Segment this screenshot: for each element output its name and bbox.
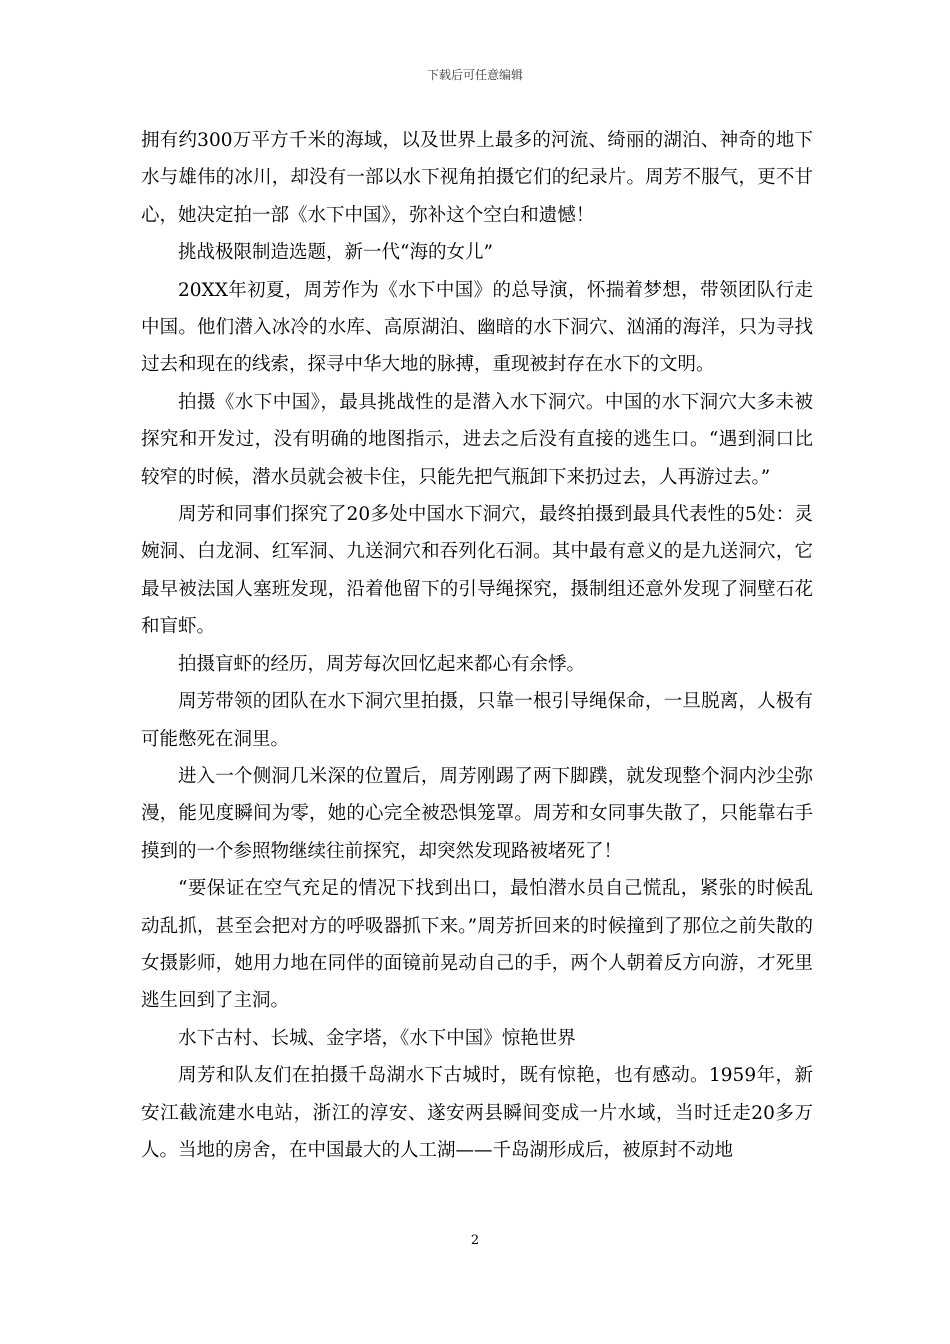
paragraph: 周芳和队友们在拍摄千岛湖水下古城时，既有惊艳，也有感动。1959年，新安江截流建水电站，浙江的淳安、遂安两县瞬间变成一片水域，当时迁走20多万人。当地的房舍，在中国最大的人工湖——千岛湖形成后，被原封不动地 [141, 1065, 813, 1161]
paragraph: “要保证在空气充足的情况下找到出口，最怕潜水员自己慌乱，紧张的时候乱动乱抓，甚至会把对方的呼吸器抓下来。”周芳折回来的时候撞到了那位之前失散的女摄影师，她用力地在同伴的面镜前晃动自己的手，两个人朝着反方向游，才死里逃生回到了主洞。 [141, 878, 813, 1012]
paragraph: 周芳和同事们探究了20多处中国水下洞穴，最终拍摄到最具代表性的5处：灵婉洞、白龙洞、红军洞、九送洞穴和吞列化石洞。其中最有意义的是九送洞穴，它最早被法国人塞班发现，沿着他留下的引导绳探究，摄制组还意外发现了洞壁石花和盲虾。 [141, 504, 813, 638]
document-body [141, 122, 813, 1169]
section-heading: 水下古村、长城、金字塔，《水下中国》惊艳世界 [178, 1027, 576, 1049]
paragraph: 拍摄盲虾的经历，周芳每次回忆起来都心有余悸。 [178, 653, 586, 675]
paragraph: 拥有约300万平方千米的海域，以及世界上最多的河流、绮丽的湖泊、神奇的地下水与雄伟的冰川，却没有一部以水下视角拍摄它们的纪录片。周芳不服气，更不甘心，她决定拍一部《水下中国》，弥补这个空白和遗憾！ [141, 130, 813, 226]
paragraph: 拍摄《水下中国》，最具挑战性的是潜入水下洞穴。中国的水下洞穴大多未被探究和开发过，没有明确的地图指示，进去之后没有直接的逃生口。“遇到洞口比较窄的时候，潜水员就会被卡住，只能先把气瓶卸下来扔过去，人再游过去。” [141, 391, 813, 488]
paragraph: 进入一个侧洞几米深的位置后，周芳刚踢了两下脚蹼，就发现整个洞内沙尘弥漫，能见度瞬间为零，她的心完全被恐惧笼罩。周芳和女同事失散了，只能靠右手摸到的一个参照物继续往前探究，却突然发现路被堵死了！ [141, 765, 813, 862]
page-header: 下载后可任意编辑 [426, 68, 523, 82]
paragraph: 周芳带领的团队在水下洞穴里拍摄，只靠一根引导绳保命，一旦脱离，人极有可能憋死在洞里。 [141, 691, 813, 750]
paragraph: 20XX年初夏，周芳作为《水下中国》的总导演，怀揣着梦想，带领团队行走中国。他们潜入冰冷的水库、高原湖泊、幽暗的水下洞穴、汹涌的海洋，只为寻找过去和现在的线索，探寻中华大地的脉搏，重现被封存在水下的文明。 [141, 279, 813, 376]
section-heading: 挑战极限制造选题，新一代“海的女儿” [178, 242, 493, 264]
page-number: 2 [470, 1233, 480, 1248]
